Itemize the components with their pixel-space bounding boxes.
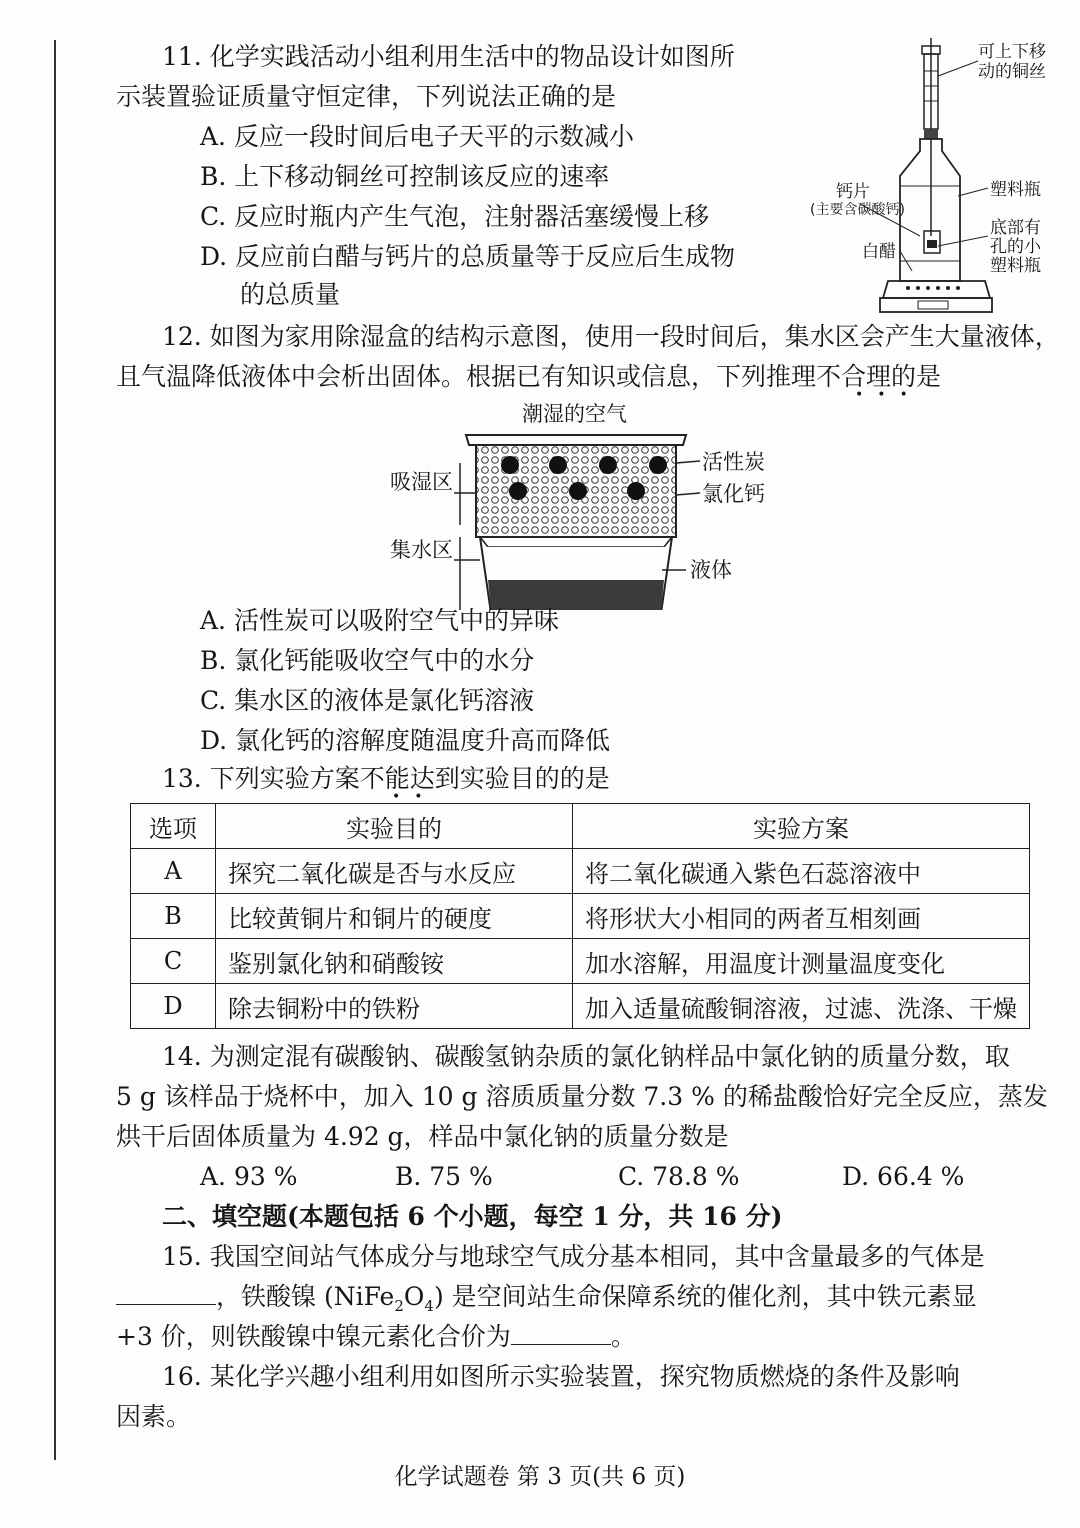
cell-purpose: 比较黄铜片和铜片的硬度 xyxy=(216,894,573,939)
label-small-bottle-1: 底部有 xyxy=(990,218,1041,238)
table-row xyxy=(131,984,1030,1029)
emphasis-dots-q12: ••• xyxy=(855,387,922,403)
table-row xyxy=(131,894,1030,939)
q12-stem-line2: 且气温降低液体中会析出固体。根据已有知识或信息，下列推理不合理的是 xyxy=(116,362,942,391)
q14-line2: 5 g 该样品于烧杯中，加入 10 g 溶质质量分数 7.3 % 的稀盐酸恰好完全反应，蒸发 xyxy=(116,1082,1048,1111)
answer-blank-2[interactable] xyxy=(511,1320,611,1345)
q12-option-d: D. 氯化钙的溶解度随温度升高而降低 xyxy=(200,726,611,755)
q14-option-d: D. 66.4 % xyxy=(842,1162,965,1191)
section-heading: 二、填空题(本题包括 6 个小题，每空 1 分，共 16 分) xyxy=(162,1202,783,1231)
q11-option-a: A. 反应一段时间后电子天平的示数减小 xyxy=(200,122,634,151)
cell-purpose: 除去铜粉中的铁粉 xyxy=(216,984,573,1029)
label-collect-zone: 集水区 xyxy=(390,538,453,562)
q14-option-a: A. 93 % xyxy=(200,1162,298,1191)
q14-option-c: C. 78.8 % xyxy=(618,1162,740,1191)
table-row xyxy=(131,849,1030,894)
label-small-bottle-3: 塑料瓶 xyxy=(990,256,1041,276)
q11-option-c: C. 反应时瓶内产生气泡，注射器活塞缓慢上移 xyxy=(200,202,710,231)
header-purpose: 实验目的 xyxy=(216,804,573,849)
q15-line2 xyxy=(116,1280,977,1323)
label-vinegar: 白醋 xyxy=(862,242,896,262)
q15-line3 xyxy=(116,1320,636,1354)
label-plastic-bottle: 塑料瓶 xyxy=(990,180,1041,200)
q13-table xyxy=(130,803,1030,1029)
q14-line3: 烘干后固体质量为 4.92 g，样品中氯化钠的质量分数是 xyxy=(116,1122,729,1151)
label-calcium-tablet-note: (主要含碳酸钙) xyxy=(810,202,905,218)
label-small-bottle-2: 孔的小 xyxy=(990,237,1041,257)
cell-purpose: 鉴别氯化钠和硝酸铵 xyxy=(216,939,573,984)
cell-plan: 加入适量硫酸铜溶液，过滤、洗涤、干燥 xyxy=(573,984,1030,1029)
q16-line2: 因素。 xyxy=(116,1402,192,1431)
q12-stem-line1: 12. 如图为家用除湿盒的结构示意图，使用一段时间后，集水区会产生大量液体， xyxy=(162,322,1060,351)
cell-plan: 将形状大小相同的两者互相刻画 xyxy=(573,894,1030,939)
emphasis-dots-q13: •• xyxy=(392,789,437,805)
subscript-4: 4 xyxy=(424,1297,434,1315)
q15-line3-text: +3 价，则铁酸镍中镍元素化合价为 xyxy=(116,1322,511,1351)
q12-option-b: B. 氯化钙能吸收空气中的水分 xyxy=(200,646,535,675)
q12-option-a: A. 活性炭可以吸附空气中的异味 xyxy=(200,606,559,635)
table-header-row xyxy=(131,804,1030,849)
cell-option: A xyxy=(131,849,216,894)
answer-blank-1[interactable] xyxy=(116,1280,216,1305)
header-option: 选项 xyxy=(131,804,216,849)
binding-line xyxy=(54,40,56,1460)
q11-stem-line2: 示装置验证质量守恒定律，下列说法正确的是 xyxy=(116,82,617,111)
label-liquid: 液体 xyxy=(690,558,732,582)
cell-plan: 将二氧化碳通入紫色石蕊溶液中 xyxy=(573,849,1030,894)
q15-line1: 15. 我国空间站气体成分与地球空气成分基本相同，其中含量最多的气体是 xyxy=(162,1242,985,1271)
header-plan: 实验方案 xyxy=(573,804,1030,849)
q11-stem-line1: 11. 化学实践活动小组利用生活中的物品设计如图所 xyxy=(162,42,735,71)
table-row xyxy=(131,939,1030,984)
q11-option-d-cont: 的总质量 xyxy=(240,280,341,309)
q15-line2-b: ) 是空间站生命保障系统的催化剂，其中铁元素显 xyxy=(433,1282,977,1311)
label-calcium-chloride: 氯化钙 xyxy=(702,482,765,506)
label-humid-air: 潮湿的空气 xyxy=(522,402,627,426)
cell-purpose: 探究二氧化碳是否与水反应 xyxy=(216,849,573,894)
cell-option: D xyxy=(131,984,216,1029)
label-activated-carbon: 活性炭 xyxy=(702,450,765,474)
oxygen-symbol: O xyxy=(403,1282,425,1311)
label-absorb-zone: 吸湿区 xyxy=(390,470,453,494)
q12-option-c: C. 集水区的液体是氯化钙溶液 xyxy=(200,686,535,715)
q14-option-b: B. 75 % xyxy=(395,1162,493,1191)
cell-option: B xyxy=(131,894,216,939)
cell-option: C xyxy=(131,939,216,984)
cell-plan: 加水溶解，用温度计测量温度变化 xyxy=(573,939,1030,984)
label-calcium-tablet: 钙片 xyxy=(836,182,870,202)
subscript-2: 2 xyxy=(394,1297,404,1315)
q15-line2-a: ，铁酸镍 (NiFe xyxy=(216,1282,395,1311)
q14-line1: 14. 为测定混有碳酸钠、碳酸氢钠杂质的氯化钠样品中氯化钠的质量分数，取 xyxy=(162,1042,1010,1071)
label-copper-wire-2: 动的铜丝 xyxy=(978,62,1046,82)
q11-option-d: D. 反应前白醋与钙片的总质量等于反应后生成物 xyxy=(200,242,736,271)
q13-stem: 13. 下列实验方案不能达到实验目的的是 xyxy=(162,764,610,793)
q15-line3-end: 。 xyxy=(610,1322,636,1351)
label-copper-wire-1: 可上下移 xyxy=(978,42,1046,62)
q16-line1: 16. 某化学兴趣小组利用如图所示实验装置，探究物质燃烧的条件及影响 xyxy=(162,1362,960,1391)
q11-option-b: B. 上下移动铜丝可控制该反应的速率 xyxy=(200,162,610,191)
page-footer: 化学试题卷 第 3 页(共 6 页) xyxy=(394,1464,686,1490)
